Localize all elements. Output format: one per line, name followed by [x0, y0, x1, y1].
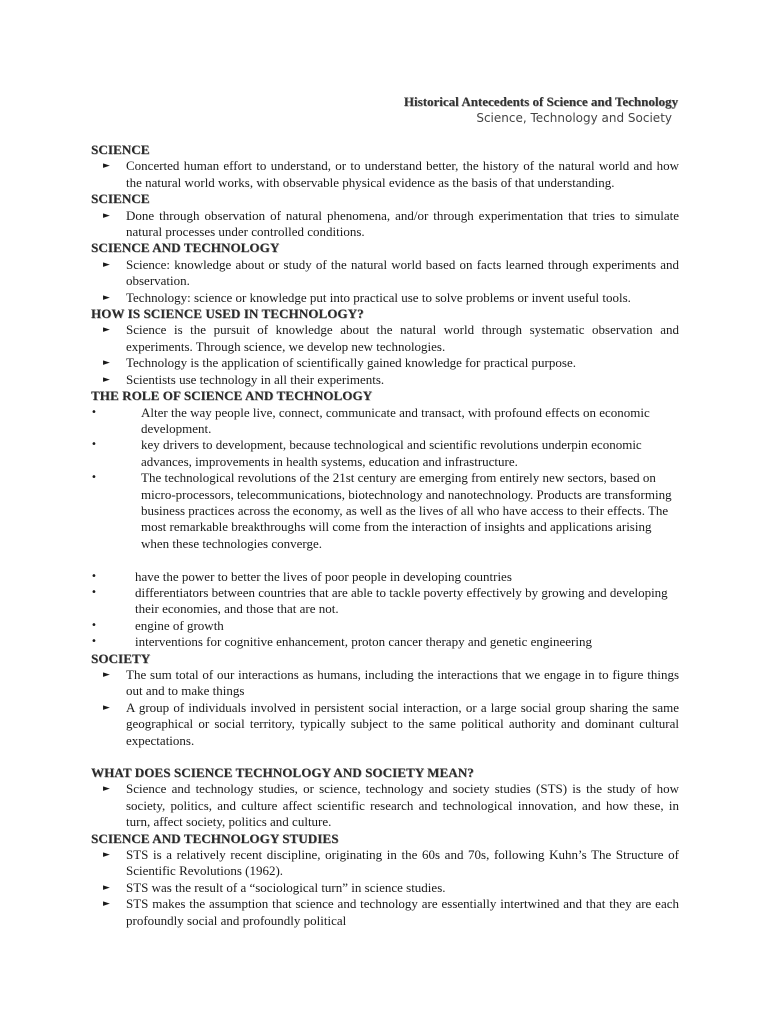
- list-item-text: STS was the result of a “sociological turn” in science studies.: [126, 879, 446, 895]
- section-heading: SCIENCE: [91, 142, 150, 157]
- list-item: [91, 667, 679, 700]
- bullet-list: [91, 405, 679, 553]
- bullet-list: [91, 257, 679, 306]
- list-item: [91, 470, 679, 552]
- list-item: [91, 372, 679, 388]
- list-item-text: A group of individuals involved in persistent social interaction, or a large social group sharing the same geographical or social territory, typically subject to the same political authority and dominant cultural expectations.: [126, 699, 679, 748]
- bullet-list: [91, 847, 679, 929]
- list-item: [91, 322, 679, 355]
- arrow-bullet-icon: ►: [103, 161, 110, 172]
- arrow-bullet-icon: ►: [103, 259, 110, 270]
- list-item: [91, 290, 679, 306]
- arrow-bullet-icon: ►: [103, 210, 110, 221]
- section-heading: THE ROLE OF SCIENCE AND TECHNOLOGY: [91, 388, 373, 404]
- section-heading: SCIENCE: [91, 191, 150, 207]
- list-item-text: Concerted human effort to understand, or to understand better, the history of the natural world and how the natural world works, with observable physical evidence as the basis of that understanding.: [126, 158, 679, 190]
- list-item: [91, 618, 679, 634]
- dot-bullet-icon: •: [91, 619, 97, 631]
- list-item-text: key drivers to development, because technological and scientific revolutions underpin economic advances, improvements in health systems, education and infrastructure.: [141, 437, 642, 469]
- bullet-list: [91, 208, 679, 241]
- dot-bullet-icon: •: [91, 586, 97, 598]
- section-heading: WHAT DOES SCIENCE TECHNOLOGY AND SOCIETY MEAN?: [91, 765, 474, 781]
- arrow-bullet-icon: ►: [103, 669, 110, 680]
- list-item-text: differentiators between countries that are able to tackle poverty effectively by growing and developing their economies, and those that are not.: [135, 584, 668, 617]
- dot-bullet-icon: •: [91, 439, 97, 451]
- bullet-list: [91, 322, 679, 388]
- list-item-text: Scientists use technology in all their experiments.: [126, 371, 385, 387]
- dot-bullet-icon: •: [91, 472, 97, 484]
- section-heading: SCIENCE AND TECHNOLOGY: [91, 240, 280, 256]
- list-item: [91, 781, 679, 830]
- list-item: [91, 700, 679, 749]
- list-item-text: STS makes the assumption that science and technology are essentially intertwined and that they are each profoundly social and profoundly political: [126, 896, 679, 928]
- dot-bullet-icon: •: [91, 406, 97, 418]
- bullet-list: [91, 781, 679, 830]
- list-item-text: The technological revolutions of the 21st century are emerging from entirely new sectors, based on micro-processors, telecommunications, biotechnology and nanotechnology. Products are transforming business practices across the economy, as well as the lives of all who have access to their effects. The most remarkable breakthroughs will come from the interaction of insights and applications arising when these technologies converge.: [141, 470, 672, 551]
- arrow-bullet-icon: ►: [103, 702, 110, 713]
- list-item: [91, 158, 679, 191]
- list-item-text: Science: knowledge about or study of the natural world based on facts learned through experiments and observation.: [126, 256, 679, 289]
- arrow-bullet-icon: ►: [103, 358, 110, 369]
- document-subtitle: Science, Technology and Society: [476, 111, 672, 125]
- list-item: [91, 257, 679, 290]
- list-item-text: Technology is the application of scientifically gained knowledge for practical purpose.: [126, 355, 576, 371]
- list-item-text: The sum total of our interactions as humans, including the interactions that we engage in to figure things out and to make things: [126, 666, 679, 699]
- list-item: [91, 634, 679, 650]
- list-item-text: STS is a relatively recent discipline, originating in the 60s and 70s, following Kuhn’s The Structure of Scientific Revolutions (1962).: [126, 847, 679, 879]
- dot-bullet-icon: •: [91, 570, 97, 582]
- document-header: [404, 93, 678, 127]
- list-item: [91, 569, 679, 585]
- arrow-bullet-icon: ►: [103, 784, 110, 795]
- list-item: [91, 847, 679, 880]
- document-title: Historical Antecedents of Science and Technology: [403, 94, 678, 109]
- list-item: [91, 355, 679, 371]
- arrow-bullet-icon: ►: [103, 325, 110, 336]
- list-item-text: have the power to better the lives of poor people in developing countries: [135, 568, 512, 584]
- list-item: [91, 208, 679, 241]
- list-item: [91, 896, 679, 929]
- list-item-text: Science and technology studies, or science, technology and society studies (STS) is the study of how society, politics, and culture affect scientific research and technological innovation, and how these, in turn, affect society, politics and culture.: [126, 781, 679, 830]
- bullet-list: [91, 158, 679, 191]
- list-item-text: engine of growth: [135, 617, 224, 633]
- arrow-bullet-icon: ►: [103, 882, 110, 893]
- section-heading: SCIENCE AND TECHNOLOGY STUDIES: [91, 830, 339, 846]
- list-item-text: Alter the way people live, connect, communicate and transact, with profound effects on economic development.: [141, 404, 650, 436]
- list-item-text: Technology: science or knowledge put into practical use to solve problems or invent useful tools.: [126, 289, 631, 305]
- bullet-list: [91, 667, 679, 749]
- bullet-list: [91, 569, 679, 651]
- list-item: [91, 880, 679, 896]
- dot-bullet-icon: •: [91, 636, 97, 648]
- list-item: [91, 585, 679, 618]
- section-heading: SOCIETY: [91, 650, 151, 666]
- list-item: [91, 405, 679, 438]
- document-body: [91, 142, 679, 929]
- list-item-text: Science is the pursuit of knowledge about the natural world through systematic observation and experiments. Through science, we develop new technologies.: [126, 322, 679, 354]
- arrow-bullet-icon: ►: [103, 374, 110, 385]
- arrow-bullet-icon: ►: [103, 292, 110, 303]
- section-heading: HOW IS SCIENCE USED IN TECHNOLOGY?: [91, 306, 364, 322]
- list-item-text: interventions for cognitive enhancement, proton cancer therapy and genetic engineering: [135, 634, 592, 650]
- arrow-bullet-icon: ►: [103, 850, 110, 861]
- arrow-bullet-icon: ►: [103, 899, 110, 910]
- blank-line: [91, 552, 679, 568]
- list-item: [91, 437, 679, 470]
- list-item-text: Done through observation of natural phenomena, and/or through experimentation that tries to simulate natural processes under controlled conditions.: [126, 207, 679, 240]
